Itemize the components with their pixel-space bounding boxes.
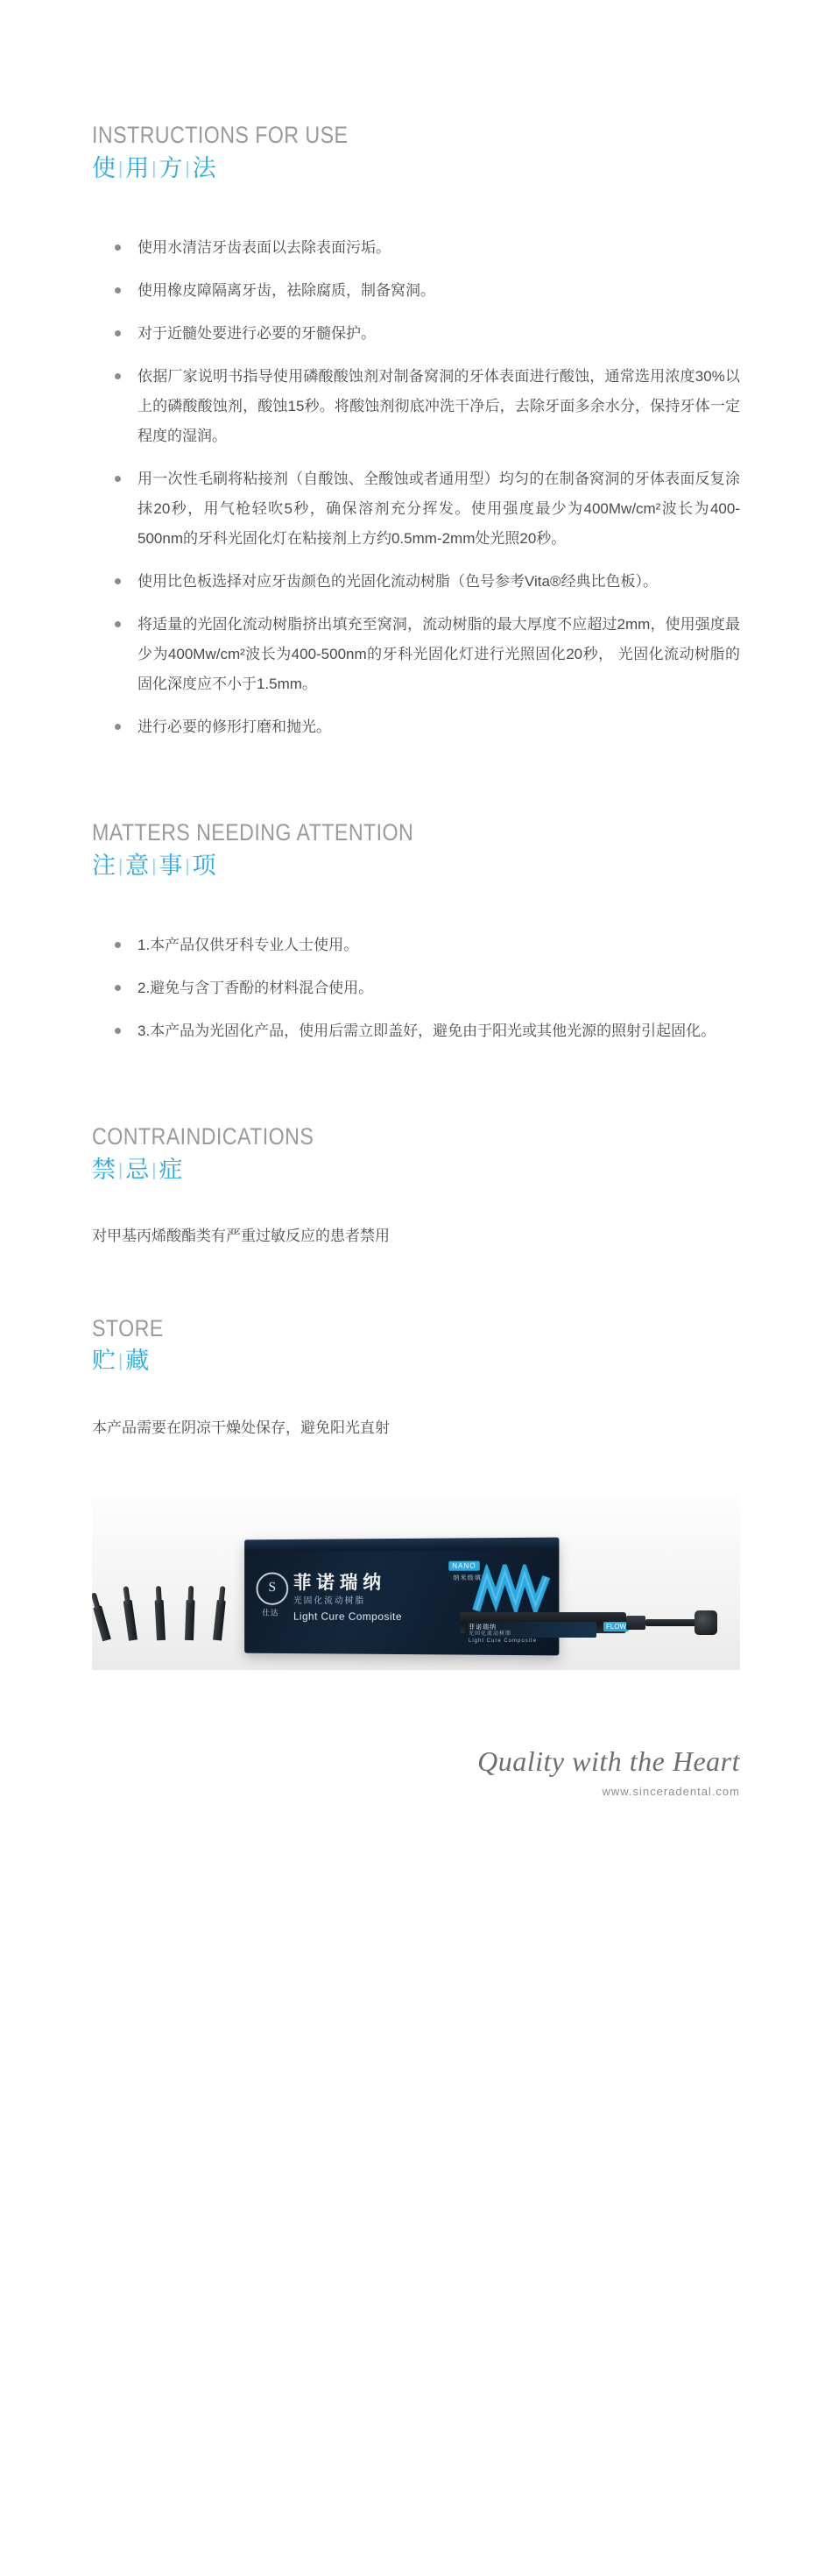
list-item: 使用比色板选择对应牙齿颜色的光固化流动树脂（色号参考Vita®经典比色板）。 [109, 567, 740, 597]
attention-list [92, 931, 740, 1046]
footer [0, 1745, 832, 1798]
syringe-barrel [460, 1612, 627, 1644]
syringe-neck [626, 1616, 645, 1630]
section-title-cn-char: 贮 [92, 1348, 116, 1375]
section-title-en: STORE [92, 1314, 164, 1341]
section-instructions-for-use [92, 123, 740, 742]
applicator-tip-icon [213, 1600, 226, 1641]
section-title-cn-char: 用 [125, 154, 151, 181]
syringe-flow-badge: FLOW [603, 1622, 629, 1631]
box-badge: NANO [448, 1560, 480, 1570]
footer-website: www.sinceradental.com [602, 1784, 740, 1798]
title-separator: | [185, 159, 191, 179]
list-item: 依据厂家说明书指导使用磷酸酸蚀剂对制备窝洞的牙体表面进行酸蚀，通常选用浓度30%以上的磷酸酸蚀剂，酸蚀15秒。将酸蚀剂彻底冲洗干净后，去除牙面多余水分，保持牙体一定程度的湿润。 [109, 362, 740, 451]
document-content [0, 123, 832, 1442]
syringe-label-sub: 光固化流动树脂 [469, 1631, 512, 1637]
section-contraindications [92, 1124, 740, 1250]
title-separator: | [118, 159, 124, 179]
section-title-cn-char: 法 [192, 154, 217, 181]
syringe-label-name: 菲诺瑞纳 [469, 1624, 497, 1631]
title-separator: | [152, 856, 158, 876]
section-title-cn-char: 注 [92, 852, 116, 879]
product-syringe [460, 1605, 723, 1644]
section-heading [92, 820, 740, 880]
section-title-en: CONTRAINDICATIONS [92, 1123, 314, 1150]
section-title-cn-char: 忌 [125, 1156, 151, 1183]
section-heading [92, 123, 740, 182]
section-title-cn [92, 1347, 740, 1375]
section-title-cn-char: 事 [159, 852, 184, 879]
box-product-subtitle: 光固化流动树脂 [293, 1596, 366, 1606]
applicator-tip-icon [123, 1600, 137, 1641]
box-product-name: 菲诺瑞纳 [293, 1572, 387, 1593]
box-product-name-en: Light Cure Composite [293, 1610, 403, 1623]
section-title-cn [92, 1156, 740, 1184]
applicator-tip-icon [185, 1600, 195, 1640]
instructions-list [92, 233, 740, 742]
brand-logo-label: 仕达 [262, 1608, 279, 1617]
brand-logo-icon: S [257, 1572, 289, 1604]
list-item: 使用水清洁牙齿表面以去除表面污垢。 [109, 233, 740, 263]
title-separator: | [118, 856, 124, 876]
syringe-cap [695, 1610, 717, 1635]
list-item: 2.避免与含丁香酚的材料混合使用。 [109, 973, 740, 1003]
section-title-cn [92, 154, 740, 182]
section-title-cn-char: 禁 [92, 1156, 116, 1183]
store-text: 本产品需要在阴凉干燥处保存，避免阳光直射 [92, 1419, 390, 1436]
list-item: 使用橡皮障隔离牙齿，祛除腐质，制备窝洞。 [109, 276, 740, 306]
section-title-cn-char: 藏 [125, 1348, 151, 1375]
applicator-tip-icon [93, 1605, 111, 1641]
title-separator: | [152, 1160, 158, 1180]
section-heading [92, 1124, 740, 1184]
section-title-cn-char: 使 [92, 154, 116, 181]
section-title-cn-char: 意 [125, 852, 151, 879]
syringe-label-en: Light Cure Composite [469, 1638, 538, 1644]
section-title-en: MATTERS NEEDING ATTENTION [92, 819, 414, 846]
syringe-plunger [645, 1619, 698, 1626]
list-item: 将适量的光固化流动树脂挤出填充至窝洞，流动树脂的最大厚度不应超过2mm，使用强度最少为400Mw/cm²波长为400-500nm的牙科光固化灯进行光照固化20秒， 光固化流动树脂的固化深度应不小于1.5mm。 [109, 610, 740, 699]
section-title-cn-char: 项 [192, 852, 217, 879]
title-separator: | [118, 1160, 124, 1180]
section-title-en: INSTRUCTIONS FOR USE [92, 122, 349, 148]
syringe-label [465, 1622, 596, 1644]
title-separator: | [152, 159, 158, 179]
list-item: 用一次性毛刷将粘接剂（自酸蚀、全酸蚀或者通用型）均匀的在制备窝洞的牙体表面反复涂抹20秒，用气枪轻吹5秒，确保溶剂充分挥发。使用强度最少为400Mw/cm²波长为400-500nm的牙科光固化灯在粘接剂上方约0.5mm-2mm处光照20秒。 [109, 464, 740, 554]
footer-slogan: Quality with the Heart [477, 1744, 740, 1777]
section-heading [92, 1316, 740, 1376]
product-stage [92, 1495, 740, 1670]
applicator-tip-icon [155, 1600, 166, 1640]
list-item: 3.本产品为光固化产品，使用后需立即盖好，避免由于阳光或其他光源的照射引起固化。 [109, 1016, 740, 1046]
section-matters-needing-attention [92, 820, 740, 1046]
box-badge-secondary: 纳米级填料 [453, 1575, 489, 1582]
title-separator: | [185, 856, 191, 876]
section-store [92, 1316, 740, 1442]
product-photo [0, 1495, 832, 1670]
section-title-cn [92, 852, 740, 880]
section-title-cn-char: 症 [159, 1156, 184, 1183]
contraindications-text: 对甲基丙烯酸酯类有严重过敏反应的患者禁用 [92, 1228, 390, 1245]
section-title-cn-char: 方 [159, 154, 184, 181]
title-separator: | [118, 1352, 124, 1372]
list-item: 1.本产品仅供牙科专业人士使用。 [109, 931, 740, 960]
list-item: 对于近髓处要进行必要的牙髓保护。 [109, 319, 740, 349]
box-top-edge [244, 1537, 559, 1551]
list-item: 进行必要的修形打磨和抛光。 [109, 712, 740, 742]
